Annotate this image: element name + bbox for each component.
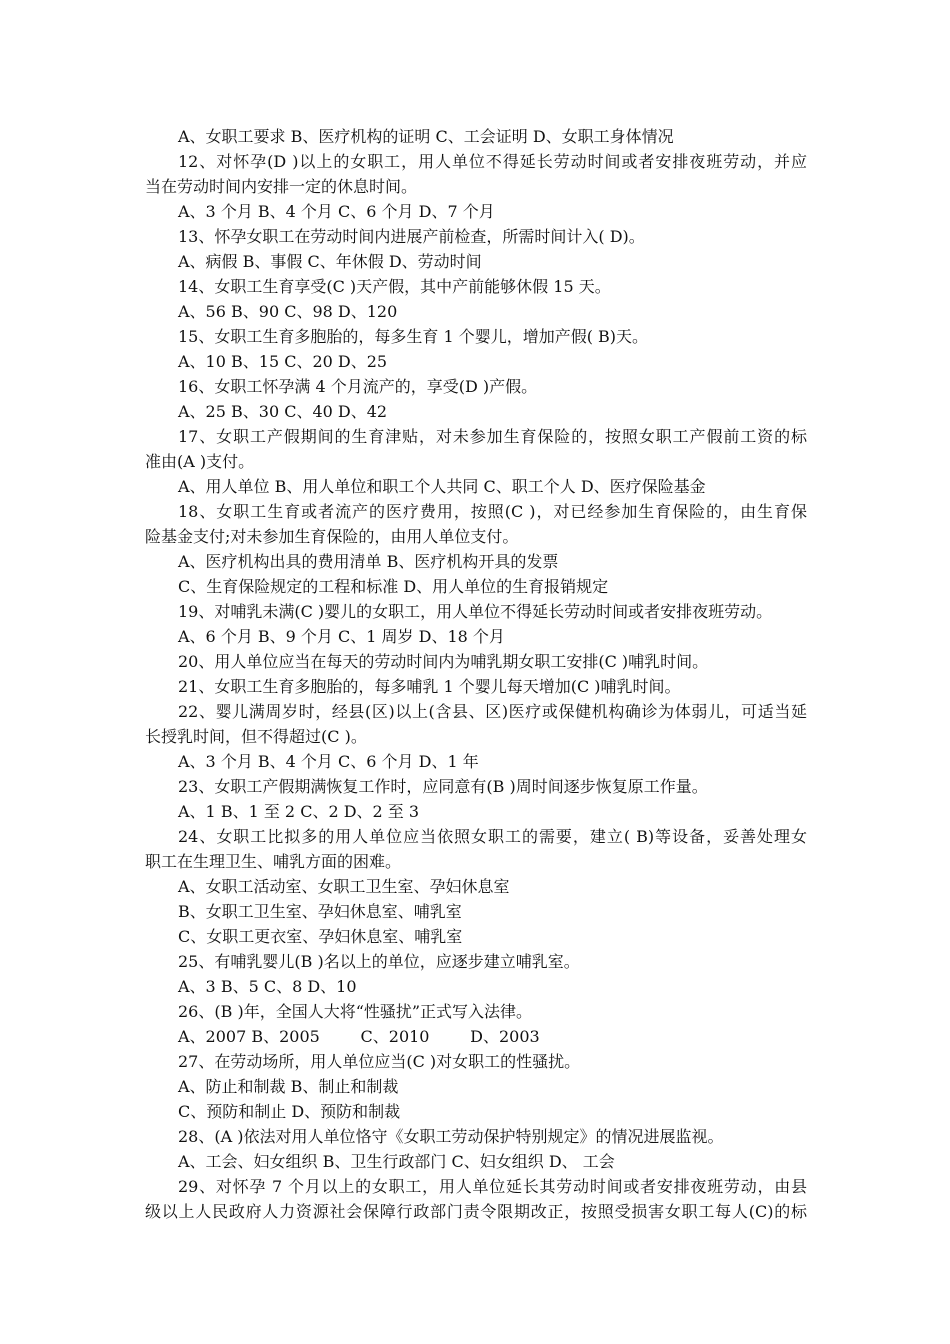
- text-line: 险基金支付;对未参加生育保险的，由用人单位支付。: [145, 527, 519, 546]
- text-line: C、预防和制止 D、预防和制裁: [178, 1102, 401, 1121]
- text-line: A、1 B、1 至 2 C、2 D、2 至 3: [178, 802, 420, 821]
- text-line: 17、女职工产假期间的生育津贴，对未参加生育保险的，按照女职工产假前工资的标: [178, 427, 807, 446]
- text-line: A、工会、妇女组织 B、卫生行政部门 C、妇女组织 D、 工会: [178, 1152, 615, 1171]
- text-line: A、女职工活动室、女职工卫生室、孕妇休息室: [178, 877, 510, 896]
- text-line: B、女职工卫生室、孕妇休息室、哺乳室: [178, 902, 462, 921]
- text-line: A、10 B、15 C、20 D、25: [178, 352, 388, 371]
- text-line: 21、女职工生育多胞胎的，每多哺乳 1 个婴儿每天增加(C )哺乳时间。: [178, 677, 681, 696]
- text-line: A、25 B、30 C、40 D、42: [178, 402, 388, 421]
- text-line: 19、对哺乳未满(C )婴儿的女职工，用人单位不得延长劳动时间或者安排夜班劳动。: [178, 602, 773, 621]
- text-line: 16、女职工怀孕满 4 个月流产的，享受(D )产假。: [178, 377, 538, 396]
- text-line: A、3 B、5 C、8 D、10: [178, 977, 357, 996]
- text-line: 22、婴儿满周岁时，经县(区)以上(含县、区)医疗或保健机构确诊为体弱儿，可适当延: [178, 702, 807, 721]
- text-line: 级以上人民政府人力资源社会保障行政部门责令限期改正，按照受损害女职工每人(C)的标: [145, 1202, 807, 1221]
- text-line: 29、对怀孕 7 个月以上的女职工，用人单位延长其劳动时间或者安排夜班劳动，由县: [178, 1177, 807, 1196]
- text-line: 23、女职工产假期满恢复工作时，应同意有(B )周时间逐步恢复原工作量。: [178, 777, 708, 796]
- text-line: 长授乳时间，但不得超过(C )。: [145, 727, 367, 746]
- text-line: 27、在劳动场所，用人单位应当(C )对女职工的性骚扰。: [178, 1052, 581, 1071]
- text-line: C、生育保险规定的工程和标准 D、用人单位的生育报销规定: [178, 577, 609, 596]
- text-line: 14、女职工生育享受(C )天产假，其中产前能够休假 15 天。: [178, 277, 611, 296]
- text-line: A、2007 B、2005 C、2010 D、2003: [178, 1027, 540, 1046]
- text-line: A、6 个月 B、9 个月 C、1 周岁 D、18 个月: [178, 627, 505, 646]
- text-line: A、女职工要求 B、医疗机构的证明 C、工会证明 D、女职工身体情况: [178, 127, 674, 146]
- text-line: 24、女职工比拟多的用人单位应当依照女职工的需要，建立( B)等设备，妥善处理女: [178, 827, 807, 846]
- text-line: A、医疗机构出具的费用清单 B、医疗机构开具的发票: [178, 552, 559, 571]
- document-body: [145, 124, 807, 1224]
- text-line: A、3 个月 B、4 个月 C、6 个月 D、7 个月: [178, 202, 495, 221]
- text-line: 15、女职工生育多胞胎的，每多生育 1 个婴儿，增加产假( B)天。: [178, 327, 649, 346]
- text-line: 12、对怀孕(D )以上的女职工，用人单位不得延长劳动时间或者安排夜班劳动，并应: [178, 152, 807, 171]
- text-line: 28、(A )依法对用人单位恪守《女职工劳动保护特别规定》的情况进展监视。: [178, 1127, 724, 1146]
- text-line: C、女职工更衣室、孕妇休息室、哺乳室: [178, 927, 463, 946]
- text-line: 25、有哺乳婴儿(B )名以上的单位，应逐步建立哺乳室。: [178, 952, 580, 971]
- text-line: A、病假 B、事假 C、年休假 D、劳动时间: [178, 252, 482, 271]
- text-line: 职工在生理卫生、哺乳方面的困难。: [145, 852, 402, 871]
- text-line: 13、怀孕女职工在劳动时间内进展产前检查，所需时间计入( D)。: [178, 227, 645, 246]
- text-line: 准由(A )支付。: [145, 452, 255, 471]
- text-line: A、防止和制裁 B、制止和制裁: [178, 1077, 399, 1096]
- text-line: A、56 B、90 C、98 D、120: [178, 302, 398, 321]
- text-line: A、3 个月 B、4 个月 C、6 个月 D、1 年: [178, 752, 479, 771]
- text-line: 20、用人单位应当在每天的劳动时间内为哺乳期女职工安排(C )哺乳时间。: [178, 652, 709, 671]
- text-line: A、用人单位 B、用人单位和职工个人共同 C、职工个人 D、医疗保险基金: [178, 477, 706, 496]
- text-line: 当在劳动时间内安排一定的休息时间。: [145, 177, 418, 196]
- text-line: 26、(B )年，全国人大将“性骚扰”正式写入法律。: [178, 1002, 533, 1021]
- text-line: 18、女职工生育或者流产的医疗费用，按照(C )，对已经参加生育保险的，由生育保: [178, 502, 807, 521]
